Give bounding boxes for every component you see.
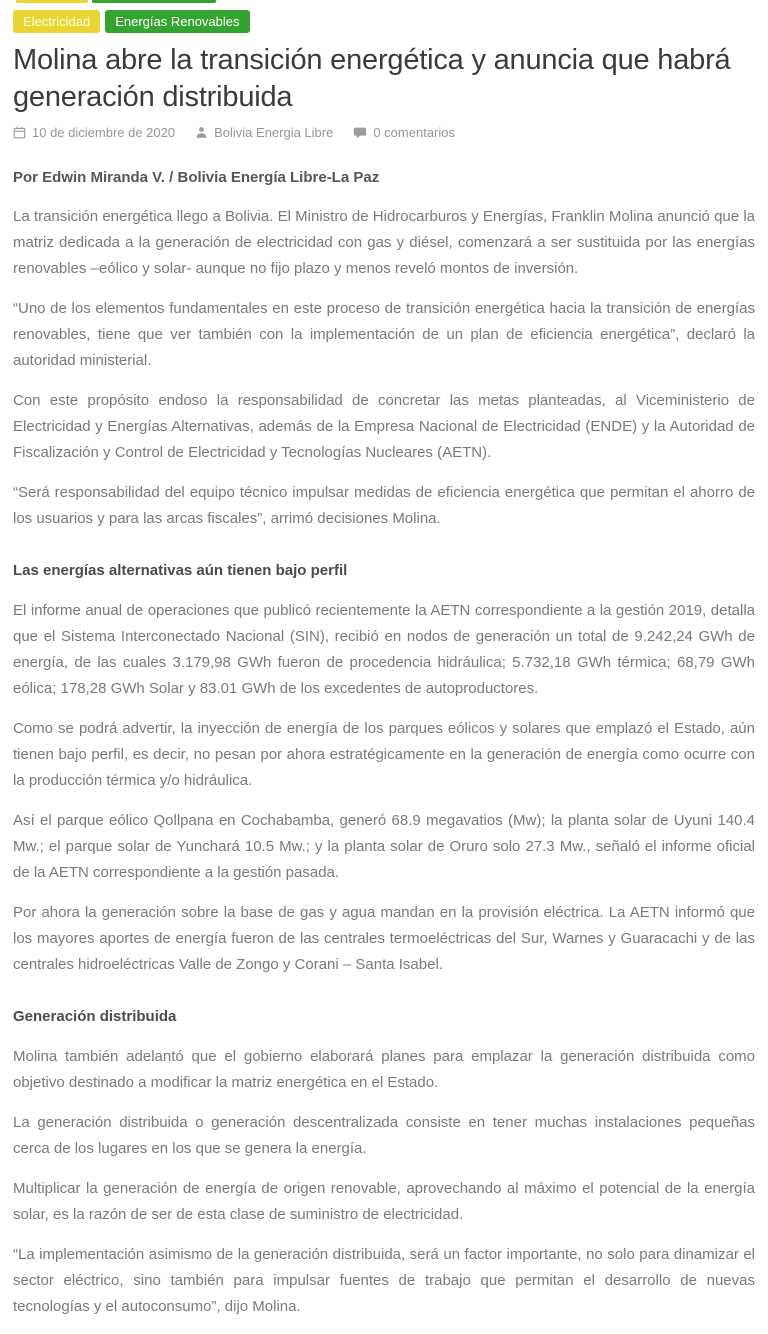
paragraph: La generación distribuida o generación descentralizada consiste en tener muchas instalaciones pequeñas cerca de los lugares en los que se genera la energía. — [13, 1114, 755, 1157]
cropped-green-badge-strip — [92, 0, 216, 3]
author-icon — [195, 126, 208, 139]
paragraph: Molina también adelantó que el gobierno elaborará planes para emplazar la generación distribuida como objetivo destinado a modificar la matriz energética en el Estado. — [13, 1048, 755, 1091]
post-author-label: Bolivia Energia Libre — [214, 125, 334, 140]
paragraph: El informe anual de operaciones que publicó recientemente la AETN correspondiente a la gestión 2019, detalla que el Sistema Interconectado Nacional (SIN), recibió en nodos de generación un total de 9.242,24 GWh de energía, de las cuales 3.179,98 GWh fueron de procedencia hidráulica; 5.732,18 GWh térmica; 68,79 GWh eólica; 178,28 GWh Solar y 83.01 GWh de los excedentes de autoproductores. — [13, 602, 755, 697]
post-meta — [13, 125, 755, 140]
post-comments-label: 0 comentarios — [373, 125, 455, 140]
paragraph: Así el parque eólico Qollpana en Cochabamba, generó 68.9 megavatios (Mw); la planta solar de Uyuni 140.4 Mw.; el parque solar de Yunchará 10.5 Mw.; y la planta solar de Oruro solo 27.3 Mw., señaló el informe oficial de la AETN correspondiente a la gestión pasada. — [13, 812, 755, 881]
byline: Por Edwin Miranda V. / Bolivia Energía Libre-La Paz — [13, 169, 380, 186]
calendar-icon — [13, 126, 26, 139]
paragraph: “Será responsabilidad del equipo técnico impulsar medidas de eficiencia energética que permitan el ahorro de los usuarios y para las arcas fiscales”, arrimó decisiones Molina. — [13, 484, 755, 527]
paragraph: Como se podrá advertir, la inyección de energía de los parques eólicos y solares que emplazó el Estado, aún tienen bajo perfil, es decir, no pesan por ahora estratégicamente en la generación de energía como ocurre con la producción térmica y/o hidráulica. — [13, 720, 755, 789]
paragraph: La transición energética llego a Bolivia. El Ministro de Hidrocarburos y Energías, Franklin Molina anunció que la matriz dedicada a la generación de electricidad con gas y diésel, comenzará a ser sustituida por las energías renovables –eólico y solar- aunque no fijo plazo y menos reveló montos de inversión. — [13, 208, 755, 277]
post-comments[interactable] — [353, 125, 455, 140]
paragraph: Multiplicar la generación de energía de origen renovable, aprovechando al máximo el potencial de la energía solar, es la razón de ser de esta clase de suministro de electricidad. — [13, 1180, 755, 1223]
comments-icon — [353, 126, 367, 140]
paragraph: Con este propósito endoso la responsabilidad de concretar las metas planteadas, al Viceministerio de Electricidad y Energías Alternativas, además de la Empresa Nacional de Electricidad (ENDE) y la Autoridad de Fiscalización y Control de Electricidad y Tecnologías Nucleares (AETN). — [13, 392, 755, 461]
article-body — [13, 165, 755, 1320]
cropped-badge-strips — [0, 0, 768, 3]
category-tags — [13, 10, 755, 33]
section-heading-bajo-perfil: Las energías alternativas aún tienen bajo perfil — [13, 562, 348, 579]
post-date — [13, 125, 175, 140]
cropped-yellow-badge-strip — [16, 0, 88, 3]
tag-energias-renovables[interactable]: Energías Renovables — [105, 10, 249, 33]
page-title: Molina abre la transición energética y anuncia que habrá generación distribuida — [13, 44, 731, 113]
paragraph: “La implementación asimismo de la generación distribuida, será un factor importante, no solo para dinamizar el sector eléctrico, sino también para impulsar fuentes de trabajo que permitan el desarrollo de nuevas tecnologías y el autoconsumo”, dijo Molina. — [13, 1246, 755, 1315]
tag-electricidad[interactable]: Electricidad — [13, 10, 100, 33]
section-heading-generacion-distribuida: Generación distribuida — [13, 1008, 177, 1025]
post-date-label: 10 de diciembre de 2020 — [32, 125, 176, 140]
post-author[interactable] — [195, 125, 333, 140]
paragraph: Por ahora la generación sobre la base de gas y agua mandan en la provisión eléctrica. La AETN informó que los mayores aportes de energía fueron de las centrales termoeléctricas del Sur, Warnes y Guaracachi y de las centrales hidroeléctricas Valle de Zongo y Corani – Santa Isabel. — [13, 904, 755, 973]
paragraph: “Uno de los elementos fundamentales en este proceso de transición energética hacia la transición de energías renovables, tiene que ver también con la implementación de un plan de eficiencia energética”, declaró la autoridad ministerial. — [13, 300, 755, 369]
